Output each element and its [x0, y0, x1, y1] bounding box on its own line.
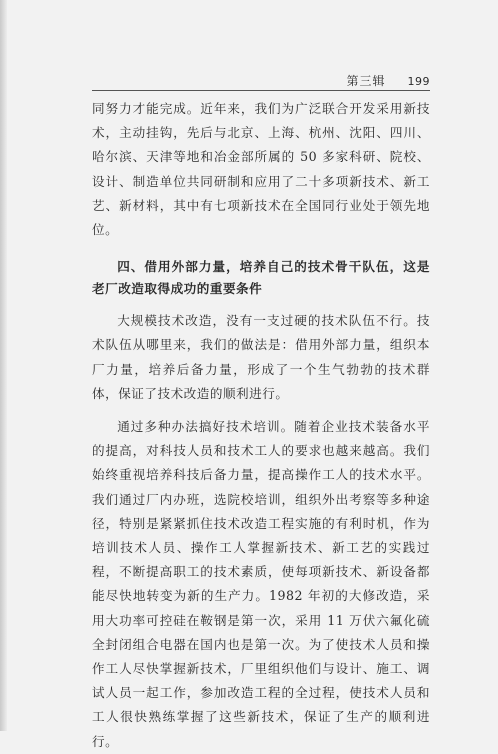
running-header: [92, 72, 430, 89]
section-heading: 四、借用外部力量，培养自己的技术骨干队伍，这是老厂改造取得成功的重要条件: [92, 259, 430, 297]
paragraph-1: 同努力才能完成。近年来，我们为广泛联合开发采用新技术，主动挂钩，先后与北京、上海、杭州、沈阳、四川、哈尔滨、天津等地和冶金部所属的 50 多家科研、院校、设计、制造单位共同研制和应用了二十多项新技术、新工艺、新材料，其中有七项新技术在全国同行业处于领先地位。: [92, 101, 430, 238]
chapter-title: 第三辑: [346, 74, 386, 88]
header-rule: [92, 90, 430, 91]
body-text: [92, 97, 430, 754]
paragraph-3: 通过多种办法搞好技术培训。随着企业技术装备水平的提高，对科技人员和技术工人的要求也越来越高。我们始终重视培养科技后备力量，提高操作工人的技术水平。我们通过厂内办班，选院校培训，组织外出考察等多种途径，特别是紧紧抓住技术改造工程实施的有利时机，作为培训技术人员、操作工人掌握新技术、新工艺的实践过程，不断提高职工的技术素质，使每项新技术、新设备都能尽快地转变为新的生产力。1982 年初的大修改造，采用大功率可控硅在鞍钢是第一次，采用 11 万伏六氟化硫全封闭组合电器在国内也是第一次。为了使技术人员和操作工人尽快掌握新技术，厂里组织他们与设计、施工、调试人员一起工作，参加改造工程的全过程，使技术人员和工人很快熟练掌握了这些新技术，保证了生产的顺利进行。: [92, 419, 430, 749]
paragraph-2: 大规模技术改造，没有一支过硬的技术队伍不行。技术队伍从哪里来，我们的做法是：借用外部力量，组织本厂力量，培养后备力量，形成了一个生气勃勃的技术群体，保证了技术改造的顺利进行。: [92, 313, 430, 401]
page-number: 199: [407, 75, 430, 88]
page-binding-shadow: [0, 0, 7, 731]
